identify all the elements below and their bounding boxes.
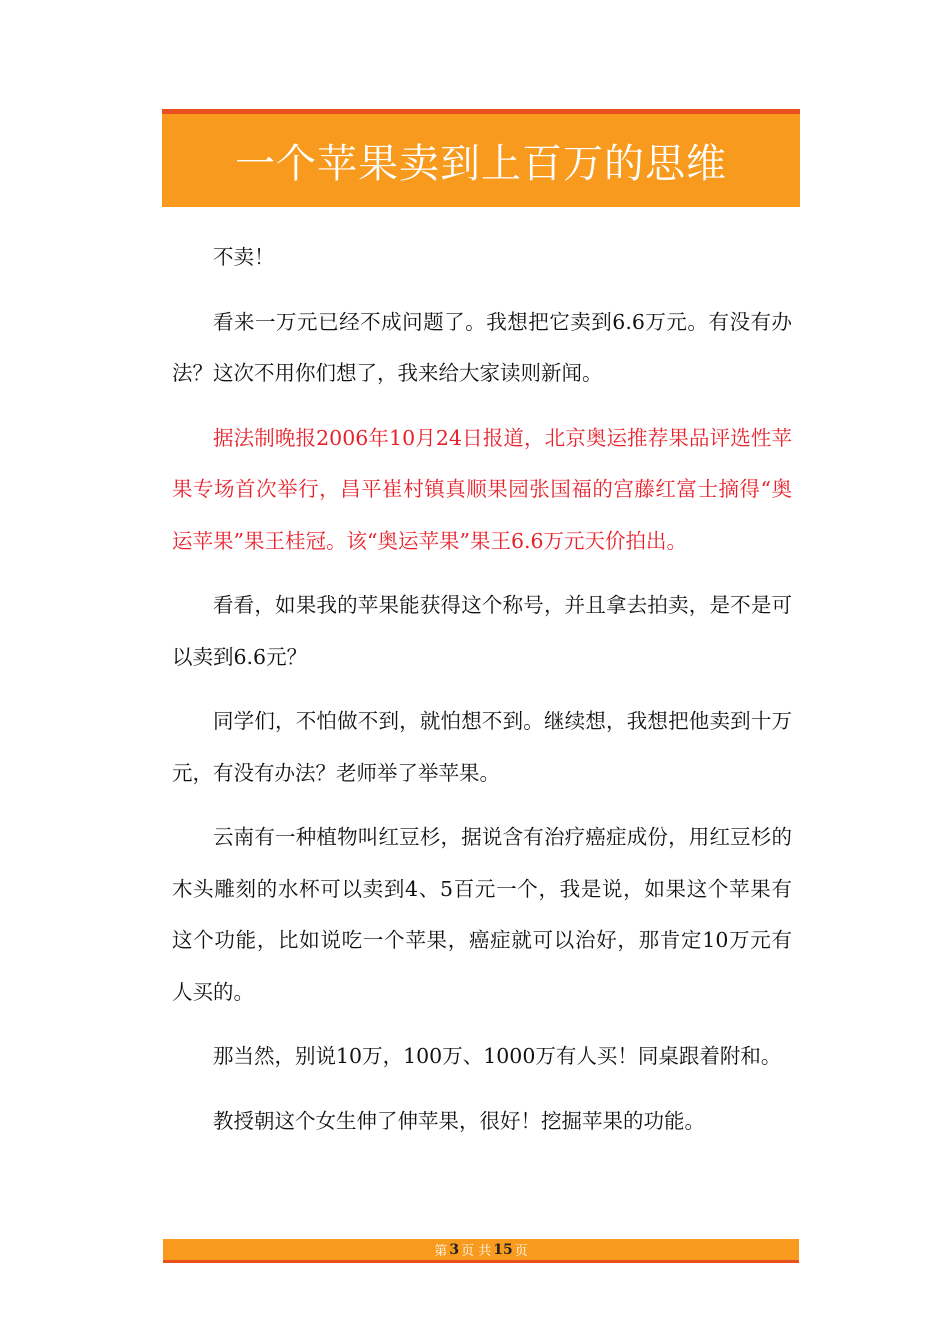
footer-suffix: 页: [514, 1244, 528, 1259]
paragraph: 看看，如果我的苹果能获得这个称号，并且拿去拍卖，是不是可以卖到6.6元？: [172, 593, 792, 669]
current-page-number: 3: [449, 1241, 460, 1258]
paragraph: 同学们，不怕做不到，就怕想不到。继续想，我想把他卖到十万元，有没有办法？老师举了举苹果。: [172, 709, 792, 785]
total-page-number: 15: [493, 1241, 513, 1258]
paragraph: 教授朝这个女生伸了伸苹果，很好！挖掘苹果的功能。: [213, 1108, 705, 1133]
title-banner: [162, 109, 800, 207]
paragraph: 云南有一种植物叫红豆杉，据说含有治疗癌症成份，用红豆杉的木头雕刻的水杯可以卖到4、5百元一个，我是说，如果这个苹果有这个功能，比如说吃一个苹果，癌症就可以治好，那肯定10万元有人买的。: [172, 825, 792, 1004]
footer-prefix: 第: [434, 1244, 448, 1259]
paragraph: 那当然，别说10万，100万、1000万有人买！同桌跟着附和。: [213, 1044, 782, 1068]
news-quote-paragraph: 据法制晚报2006年10月24日报道，北京奥运推荐果品评选性苹果专场首次举行，昌平崔村镇真顺果园张国福的宫藤红富士摘得“奥运苹果”果王桂冠。该“奥运苹果”果王6.6万元天价拍出。: [172, 425, 792, 553]
page-footer: [163, 1239, 799, 1263]
footer-middle: 页 共: [461, 1244, 492, 1259]
document-body: [172, 232, 792, 1160]
paragraph: 不卖！: [213, 245, 275, 269]
paragraph: 看来一万元已经不成问题了。我想把它卖到6.6万元。有没有办法？这次不用你们想了，我来给大家读则新闻。: [172, 309, 792, 385]
page-title: 一个苹果卖到上百万的思维: [235, 141, 727, 187]
